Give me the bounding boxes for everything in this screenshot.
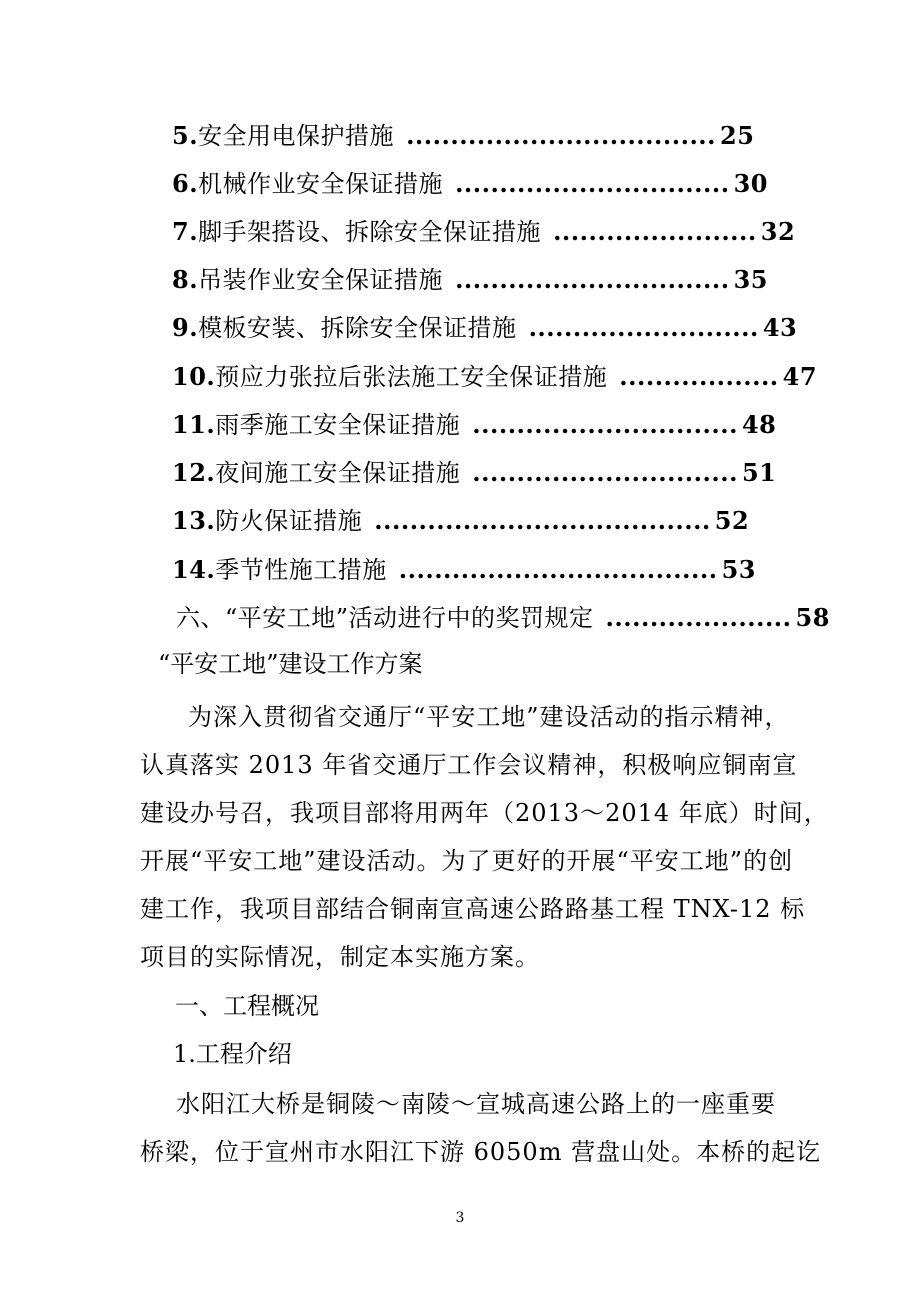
toc-item[interactable] bbox=[172, 459, 776, 487]
toc-page-number: 48 bbox=[741, 410, 777, 439]
subsection-heading: 1.工程介绍 bbox=[173, 1040, 292, 1068]
toc-item-number: 12. bbox=[172, 458, 216, 487]
toc-item-number: 5. bbox=[172, 121, 199, 150]
toc-item-number: 7. bbox=[172, 217, 199, 246]
toc-page-number: 43 bbox=[762, 313, 798, 342]
paragraph-line: 建设办号召，我项目部将用两年（2013～2014 年底）时间， bbox=[140, 799, 829, 827]
toc-item-title: 脚手架搭设、拆除安全保证措施 bbox=[198, 218, 542, 246]
toc-item-number: 11. bbox=[172, 410, 216, 439]
paragraph-line: 桥梁，位于宣州市水阳江下游 6050m 营盘山处。本桥的起讫 bbox=[140, 1138, 822, 1166]
toc-page-number: 30 bbox=[733, 169, 768, 198]
toc-item-title: 机械作业安全保证措施 bbox=[198, 170, 444, 198]
toc-item-title: 六、“平安工地”活动进行中的奖罚规定 bbox=[176, 604, 594, 632]
toc-leader-dots: ................................... bbox=[406, 121, 717, 150]
toc-item[interactable] bbox=[172, 411, 776, 439]
toc-item[interactable] bbox=[176, 604, 830, 632]
toc-item-number: 13. bbox=[172, 506, 216, 535]
paragraph-line: 为深入贯彻省交通厅“平安工地”建设活动的指示精神， bbox=[188, 703, 790, 731]
toc-page-number: 32 bbox=[760, 217, 796, 246]
toc-page-number: 53 bbox=[721, 555, 756, 584]
toc-item-number: 10. bbox=[172, 362, 216, 391]
toc-page-number: 51 bbox=[741, 458, 777, 487]
toc-item-title: 模板安装、拆除安全保证措施 bbox=[198, 314, 517, 342]
toc-item-number: 6. bbox=[172, 169, 199, 198]
toc-page-number: 47 bbox=[782, 362, 818, 391]
toc-item-number: 9. bbox=[172, 313, 199, 342]
toc-leader-dots: .............................. bbox=[472, 458, 738, 487]
toc-page-number: 35 bbox=[733, 265, 768, 294]
toc-page-number: 52 bbox=[714, 506, 750, 535]
toc-item-title: 防火保证措施 bbox=[215, 507, 363, 535]
paragraph-line: 开展“平安工地”建设活动。为了更好的开展“平安工地”的创 bbox=[140, 847, 794, 875]
toc-item[interactable] bbox=[172, 122, 754, 150]
toc-leader-dots: .......................... bbox=[528, 313, 759, 342]
toc-item[interactable] bbox=[172, 507, 749, 535]
paragraph-line: 认真落实 2013 年省交通厅工作会议精神，积极响应铜南宣 bbox=[140, 751, 798, 779]
section-heading: 一、工程概况 bbox=[175, 992, 319, 1020]
toc-item[interactable] bbox=[172, 556, 756, 584]
toc-item[interactable] bbox=[172, 363, 817, 391]
toc-item[interactable] bbox=[172, 170, 768, 198]
toc-item-number: 8. bbox=[172, 265, 199, 294]
toc-item[interactable] bbox=[172, 218, 795, 246]
toc-item-title: 安全用电保护措施 bbox=[198, 122, 395, 150]
toc-page-number: 25 bbox=[720, 121, 755, 150]
toc-leader-dots: .................. bbox=[619, 362, 779, 391]
toc-leader-dots: ..................... bbox=[605, 603, 792, 632]
toc-item[interactable] bbox=[172, 266, 768, 294]
toc-item-title: 季节性施工措施 bbox=[215, 556, 387, 584]
toc-item-title: 预应力张拉后张法施工安全保证措施 bbox=[215, 363, 608, 391]
paragraph-line: 水阳江大桥是铜陵～南陵～宣城高速公路上的一座重要 bbox=[176, 1090, 776, 1118]
paragraph-line: 建工作，我项目部结合铜南宣高速公路路基工程 TNX-12 标 bbox=[140, 895, 806, 923]
toc-leader-dots: ............................... bbox=[455, 169, 730, 198]
paragraph-line: 项目的实际情况，制定本实施方案。 bbox=[140, 943, 540, 971]
toc-item-number: 14. bbox=[172, 555, 216, 584]
toc-item-title: 夜间施工安全保证措施 bbox=[215, 459, 461, 487]
toc-leader-dots: .............................. bbox=[472, 410, 738, 439]
toc-page-number: 58 bbox=[795, 603, 830, 632]
toc-leader-dots: ............................... bbox=[455, 265, 730, 294]
toc-leader-dots: ....................... bbox=[553, 217, 757, 246]
intro-paragraph bbox=[140, 693, 829, 981]
toc-item[interactable] bbox=[172, 314, 797, 342]
document-title: “平安工地”建设工作方案 bbox=[158, 650, 423, 678]
toc-item-title: 吊装作业安全保证措施 bbox=[198, 266, 444, 294]
body-paragraph bbox=[140, 1080, 822, 1176]
page-number: 3 bbox=[455, 1210, 465, 1226]
toc-leader-dots: .................................... bbox=[398, 555, 718, 584]
toc-item-title: 雨季施工安全保证措施 bbox=[215, 411, 461, 439]
toc-leader-dots: ...................................... bbox=[374, 506, 711, 535]
